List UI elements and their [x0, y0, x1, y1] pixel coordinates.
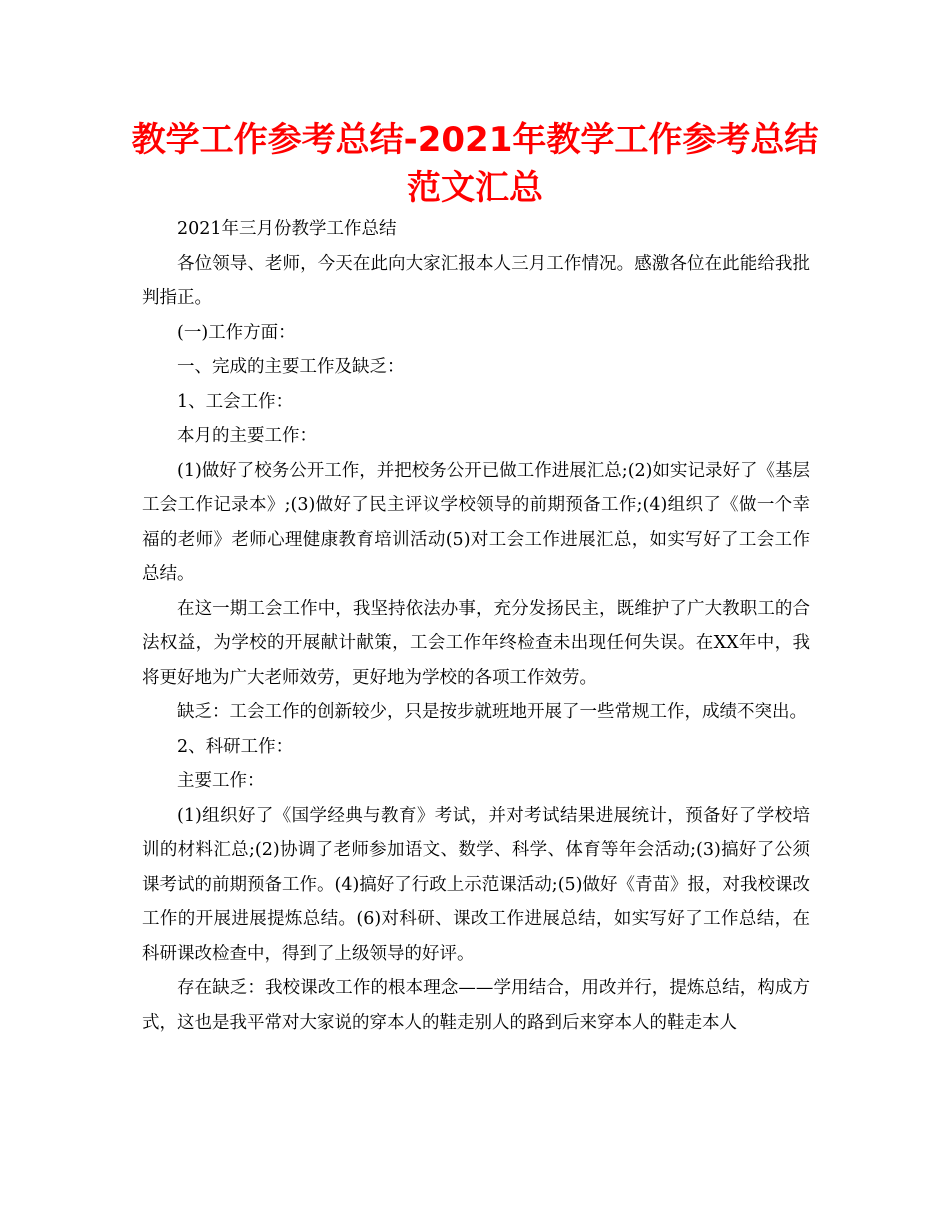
- paragraph: (1)做好了校务公开工作，并把校务公开已做工作进展汇总;(2)如实记录好了《基层工会工作记录本》;(3)做好了民主评议学校领导的前期预备工作;(4)组织了《做一个幸福的老师》老师心理健康教育培训活动(5)对工会工作进展汇总，如实写好了工会工作总结。: [142, 460, 810, 584]
- paragraph: 在这一期工会工作中，我坚持依法办事，充分发扬民主，既维护了广大教职工的合法权益，为学校的开展献计献策，工会工作年终检查未出现任何失误。在XX年中，我将更好地为广大老师效劳，更好地为学校的各项工作效劳。: [142, 598, 810, 688]
- paragraph: 主要工作：: [177, 771, 265, 791]
- paragraph: 缺乏：工会工作的创新较少，只是按步就班地开展了一些常规工作，成绩不突出。: [177, 702, 807, 722]
- paragraph: 本月的主要工作：: [177, 426, 317, 446]
- paragraph: 各位领导、老师，今天在此向大家汇报本人三月工作情况。感激各位在此能给我批判指正。: [142, 253, 810, 308]
- paragraph: 1、工会工作：: [177, 391, 294, 412]
- paragraph: 2021年三月份教学工作总结: [177, 219, 397, 239]
- paragraph: (1)组织好了《国学经典与教育》考试，并对考试结果进展统计，预备好了学校培训的材料汇总;(2)协调了老师参加语文、数学、科学、体育等年会活动;(3)搞好了公须课考试的前期预备工作。(4)搞好了行政上示范课活动;(5)做好《青苗》报，对我校课改工作的开展进展提炼总结。(6)对科研、课改工作进展总结，如实写好了工作总结，在科研课改检查中，得到了上级领导的好评。: [142, 805, 810, 964]
- paragraph: 2、科研工作：: [177, 736, 294, 757]
- paragraph: 存在缺乏：我校课改工作的根本理念——学用结合，用改并行，提炼总结，构成方式，这也是我平常对大家说的穿本人的鞋走别人的路到后来穿本人的鞋走本人: [142, 978, 810, 1033]
- paragraph: 一、完成的主要工作及缺乏：: [177, 357, 405, 377]
- document-body: [142, 212, 810, 1040]
- paragraph: (一)工作方面：: [177, 322, 296, 343]
- document-title: 教学工作参考总结-2021年教学工作参考总结范文汇总: [131, 120, 819, 208]
